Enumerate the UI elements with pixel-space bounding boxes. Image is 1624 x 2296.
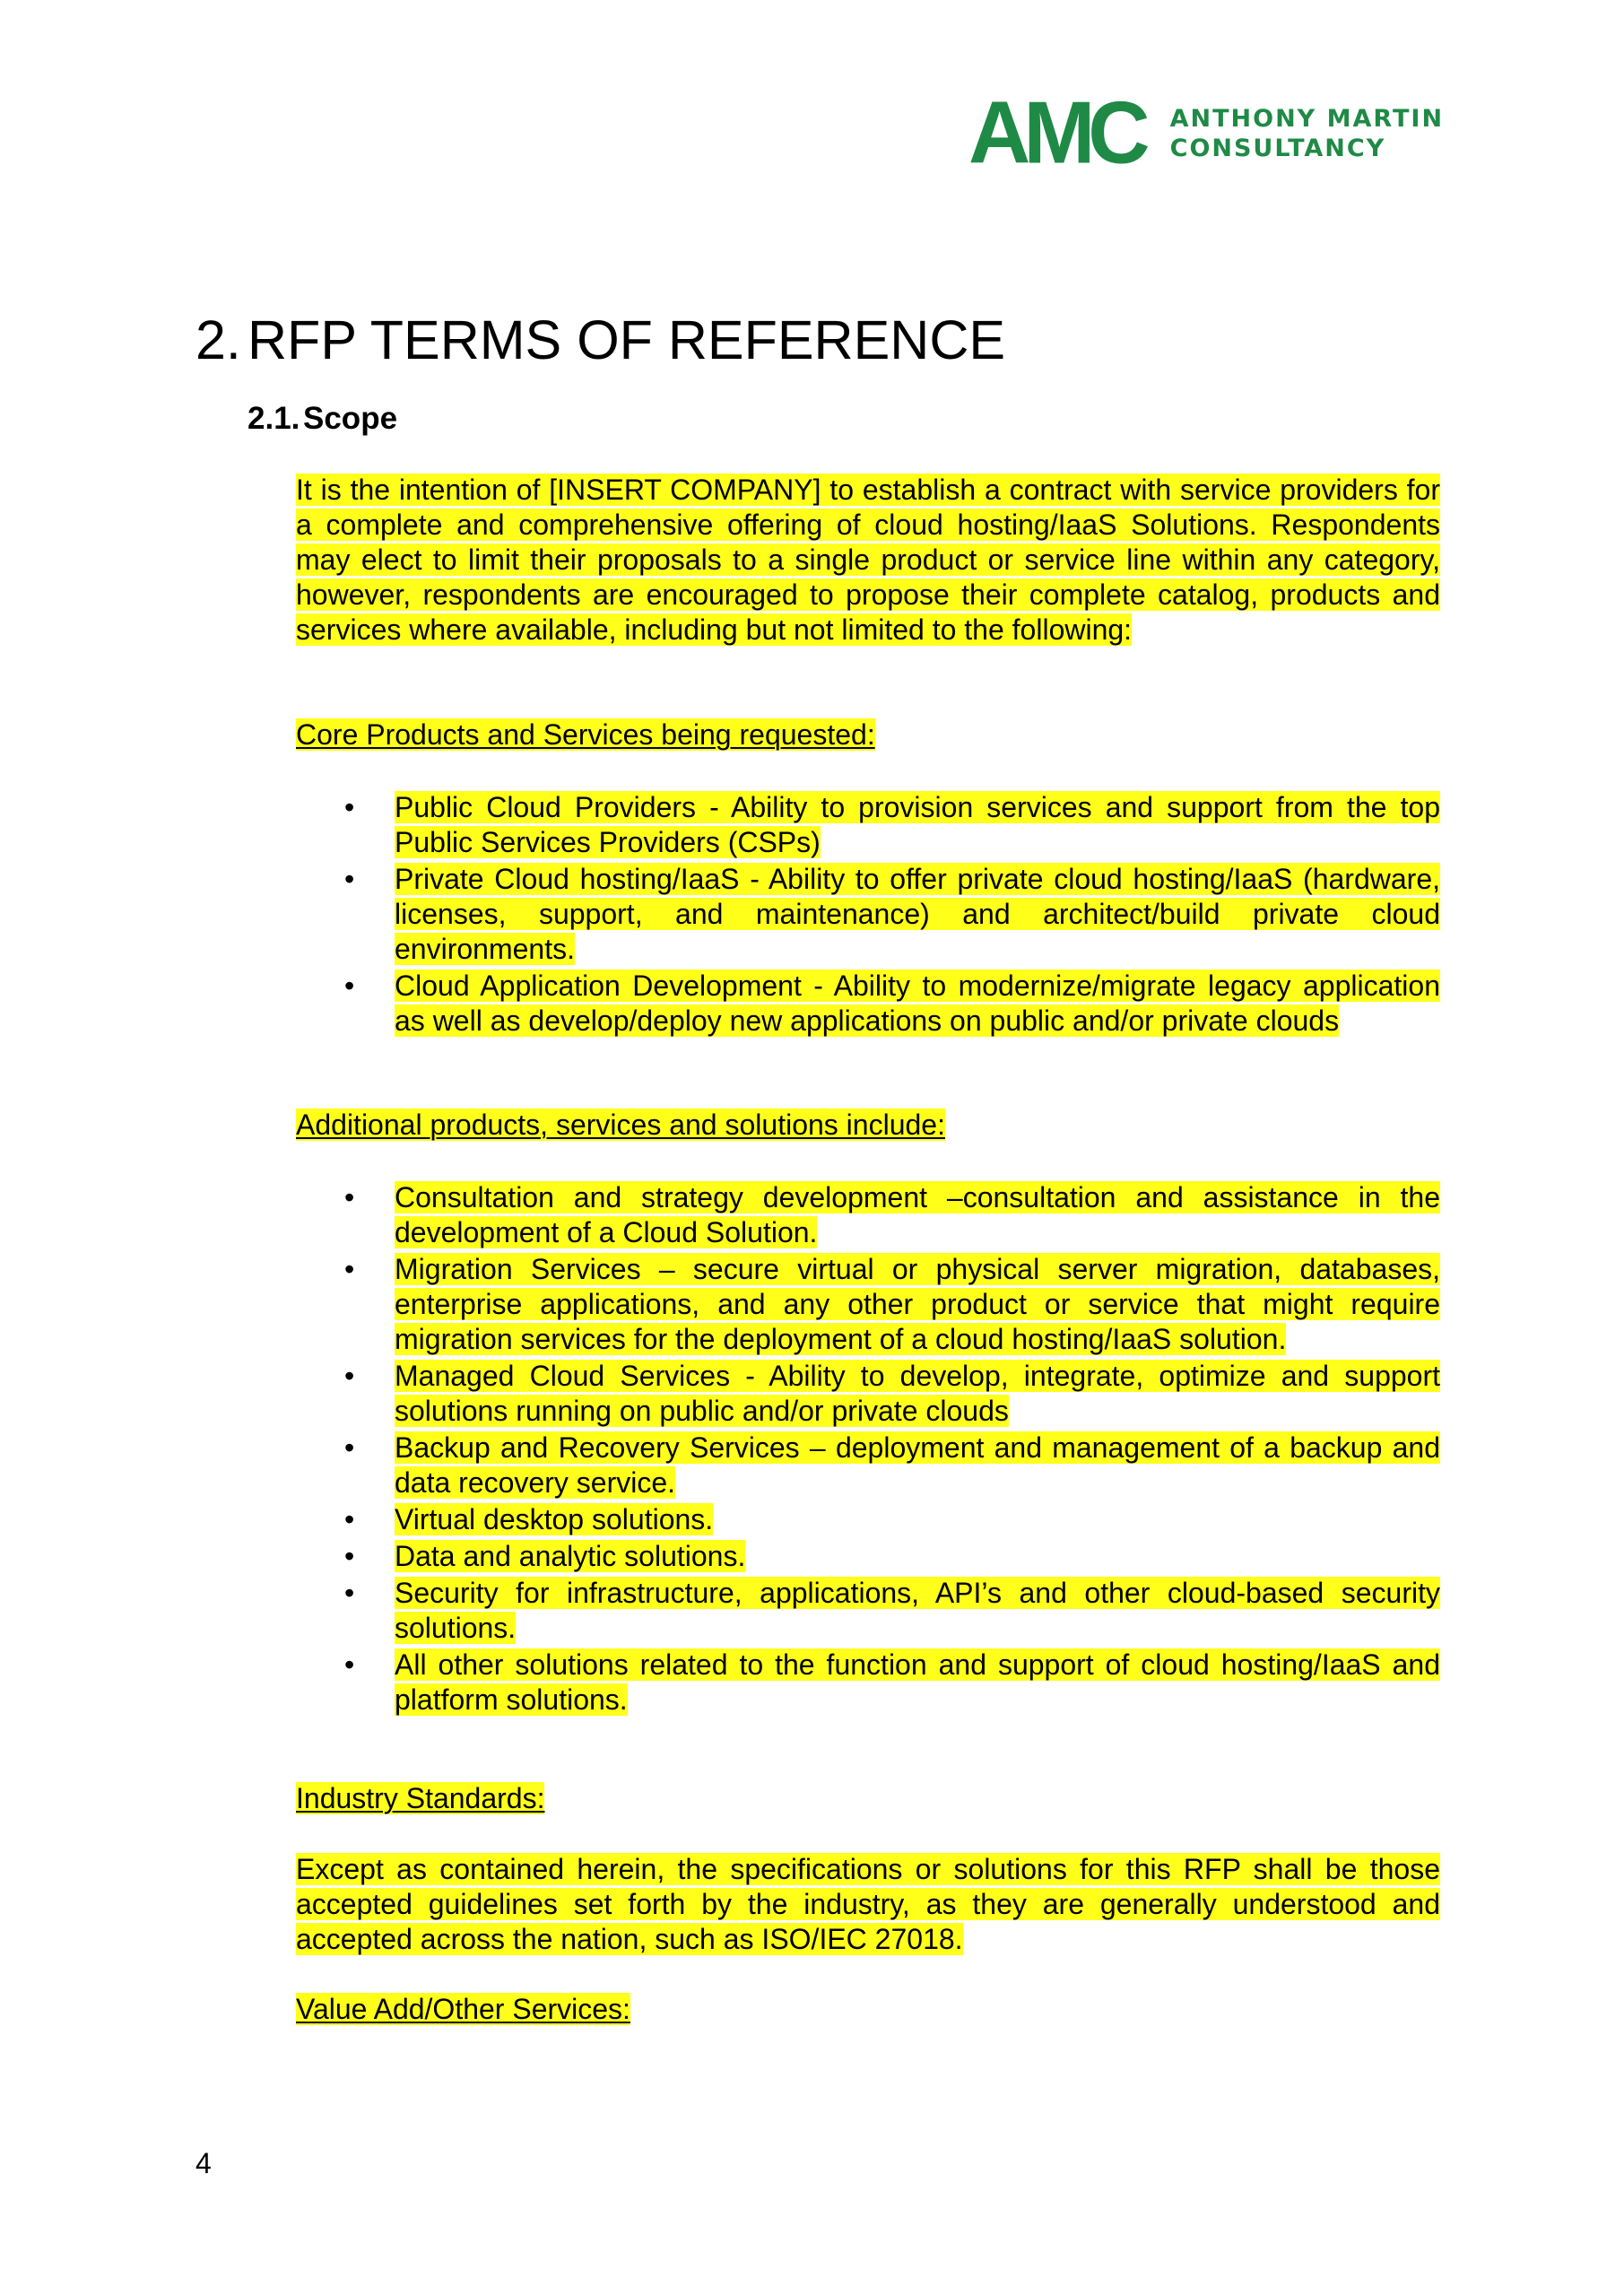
bullet-icon: •	[344, 1503, 355, 1535]
subsection-number: 2.1.	[248, 401, 300, 436]
company-logo	[968, 83, 1445, 183]
list-item: • Private Cloud hosting/IaaS - Ability to offer private cloud hosting/IaaS (hardware, licenses, support, and maintenance) and architect/build private cloud environments.	[344, 863, 1440, 965]
intro-text: It is the intention of [INSERT COMPANY] to establish a contract with service providers for a complete and comprehensive offering of cloud hosting/IaaS Solutions. Respondents may elect to limit their proposals to a single product or service line within any category, however, respondents are encouraged to propose their complete catalog, products and services where available, including but not limited to the following:	[296, 474, 1440, 646]
core-heading	[296, 718, 1440, 752]
bullet-icon: •	[344, 1181, 355, 1213]
standards-paragraph	[296, 1852, 1440, 1957]
subsection-title: Scope	[303, 401, 398, 436]
list-item: • All other solutions related to the function and support of cloud hosting/IaaS and platform solutions.	[344, 1648, 1440, 1716]
bullet-icon: •	[344, 1360, 355, 1392]
subsection-heading	[248, 401, 397, 437]
standards-heading-text: Industry Standards:	[296, 1782, 545, 1814]
intro-paragraph	[296, 473, 1440, 648]
logo-line-1: ANTHONY MARTIN	[1169, 105, 1445, 133]
list-item: • Consultation and strategy development –consultation and assistance in the development of a Cloud Solution.	[344, 1181, 1440, 1248]
list-item: • Virtual desktop solutions.	[344, 1503, 714, 1535]
list-item: • Backup and Recovery Services – deployment and management of a backup and data recovery service.	[344, 1431, 1440, 1499]
core-list	[296, 790, 1440, 1040]
list-item: • Security for infrastructure, applications, API’s and other cloud-based security solutions.	[344, 1577, 1440, 1644]
additional-heading-text: Additional products, services and solutions include:	[296, 1109, 945, 1141]
standards-heading	[296, 1781, 1440, 1816]
additional-heading	[296, 1108, 1440, 1143]
section-heading	[195, 308, 1005, 372]
value-add-heading	[296, 1992, 1440, 2027]
bullet-icon: •	[344, 791, 355, 823]
page-number: 4	[195, 2147, 212, 2179]
bullet-icon: •	[344, 1648, 355, 1681]
bullet-icon: •	[344, 1577, 355, 1609]
bullet-icon: •	[344, 1540, 355, 1572]
standards-text: Except as contained herein, the specifications or solutions for this RFP shall be those accepted guidelines set forth by the industry, as they are generally understood and accepted across the nation, such as ISO/IEC 27018.	[296, 1853, 1440, 1955]
value-add-heading-text: Value Add/Other Services:	[296, 1993, 630, 2025]
bullet-icon: •	[344, 970, 355, 1002]
list-item: • Public Cloud Providers - Ability to provision services and support from the top Public Services Providers (CSPs)	[344, 791, 1440, 858]
bullet-icon: •	[344, 1253, 355, 1285]
logo-line-2: CONSULTANCY	[1169, 135, 1386, 162]
logo-mark: AMC	[968, 83, 1143, 183]
bullet-icon: •	[344, 1431, 355, 1464]
list-item: • Data and analytic solutions.	[344, 1540, 746, 1572]
list-item: • Migration Services – secure virtual or physical server migration, databases, enterprise applications, and any other product or service that might require migration services for the deployment of a cloud hosting/IaaS solution.	[344, 1253, 1440, 1355]
list-item: • Cloud Application Development - Ability to modernize/migrate legacy application as well as develop/deploy new applications on public and/or private clouds	[344, 970, 1440, 1037]
list-item: • Managed Cloud Services - Ability to develop, integrate, optimize and support solutions running on public and/or private clouds	[344, 1360, 1440, 1427]
section-number: 2.	[195, 309, 241, 370]
section-title: RFP TERMS OF REFERENCE	[248, 309, 1006, 370]
bullet-icon: •	[344, 863, 355, 895]
additional-list	[296, 1180, 1440, 1719]
logo-wordmark	[1170, 104, 1444, 163]
core-heading-text: Core Products and Services being requested:	[296, 718, 875, 751]
